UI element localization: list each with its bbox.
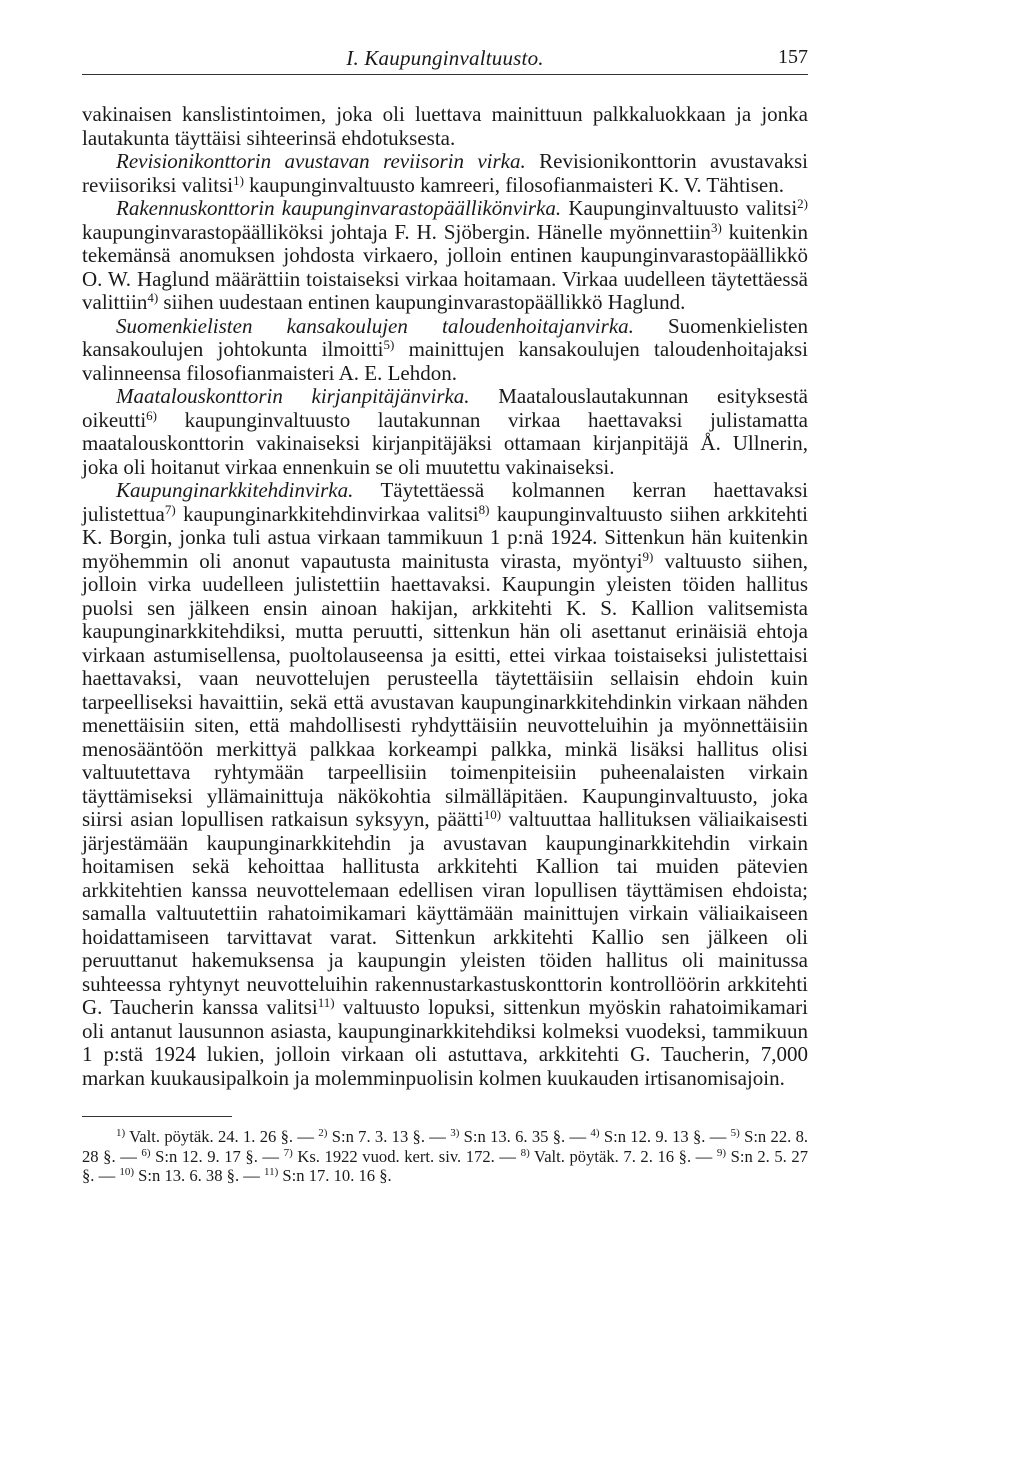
- paragraph: [82, 150, 808, 197]
- footnote-marker: 1): [116, 1127, 126, 1139]
- footnote-marker: 2): [318, 1127, 328, 1139]
- footnote-marker: 3): [450, 1127, 460, 1139]
- footnote-marker: 4): [147, 290, 159, 305]
- body-text: [82, 103, 808, 1090]
- text-run: kaupunginvarastopäälliköksi johtaja F. H. Sjöbergin. Hänelle myönnettiin: [82, 219, 711, 244]
- page-number: 157: [778, 46, 808, 68]
- section-heading: Suomenkielisten kansakoulujen taloudenhoitajanvirka.: [116, 313, 634, 338]
- footnote-marker: 11): [264, 1166, 279, 1178]
- text-run: S:n 7. 3. 13 §. —: [327, 1127, 451, 1146]
- footnote-marker: 10): [119, 1166, 135, 1178]
- text-run: S:n 22. 8. 28 §. —: [82, 1127, 809, 1166]
- section-heading: Rakennuskonttorin kaupunginvarastopäällikönvirka.: [116, 196, 562, 220]
- footnote-marker: 6): [141, 1146, 151, 1159]
- text-run: S:n 12. 9. 13 §. —: [599, 1127, 731, 1146]
- footnote-marker: 3): [710, 219, 722, 235]
- section-heading: Revisionikonttorin avustavan reviisorin virka.: [116, 149, 526, 173]
- text-run: kuitenkin tekemänsä anomuksen johdosta virkaero, jolloin entinen kaupunginvarastopäällikkö O. W. Haglund määrättiin toistaiseksi virkaa hoitamaan. Virkaa uudelleen täytettäessä valittiin: [82, 219, 808, 314]
- paragraph: [82, 479, 808, 1090]
- paragraph: [82, 385, 808, 479]
- text-run: S:n 13. 6. 38 §. —: [134, 1166, 265, 1185]
- footnote-marker: 8): [478, 501, 490, 517]
- text-run: Kaupunginvaltuusto valitsi: [561, 196, 798, 220]
- footnote-marker: 5): [730, 1127, 740, 1139]
- footnote-marker: 10): [483, 807, 502, 822]
- footnote-marker: 7): [164, 501, 176, 517]
- text-run: mainittujen kansakoulujen taloudenhoitajaksi valinneensa filosofianmaisteri A. E. Lehdon.: [82, 337, 808, 385]
- footnote-marker: 6): [146, 407, 158, 423]
- text-run: valtuusto lopuksi, sittenkun myöskin rahatoimikamari oli antanut lausunnon asiasta, kaupunginarkkitehdiksi kolmeksi vuodeksi, tammikuun 1 p:stä 1924 lukien, jolloin virkaan oli astuttava, arkkitehti G. Taucherin, 7,000 markan kuukausipalkoin ja molemminpuolisin kolmen kuukauden irtisanomisajoin.: [82, 995, 808, 1090]
- paragraph: [82, 197, 808, 315]
- footnote-marker: 11): [317, 995, 335, 1010]
- text-run: S:n 13. 6. 35 §. —: [459, 1127, 591, 1146]
- footnotes: [82, 1127, 808, 1186]
- text-run: Valt. pöytäk. 24. 1. 26 §. —: [125, 1127, 319, 1146]
- text-run: S:n 12. 9. 17 §. —: [150, 1146, 284, 1166]
- paragraph: [82, 103, 808, 150]
- footnote-marker: 8): [520, 1146, 530, 1159]
- text-run: kaupunginvaltuusto kamreeri, filosofianmaisteri K. V. Tähtisen.: [243, 172, 784, 197]
- section-heading: Kaupunginarkkitehdinvirka.: [116, 478, 354, 502]
- text-run: S:n 2. 5. 27 §. —: [82, 1146, 808, 1185]
- text-run: kaupunginvaltuusto lautakunnan virkaa haettavaksi julistamatta maatalouskonttorin vakinaiseksi kirjanpitäjäksi ottamaan kirjanpitäjä Å. Ullnerin, joka oli hoitanut virkaa ennenkuin se oli muutettu vakinaiseksi.: [82, 407, 808, 479]
- text-run: kaupunginarkkitehdinvirkaa valitsi: [175, 501, 479, 526]
- text-run: Valt. pöytäk. 7. 2. 16 §. —: [529, 1146, 717, 1166]
- footnote-marker: 5): [383, 337, 395, 352]
- footnote-marker: 7): [283, 1146, 293, 1159]
- running-head: [82, 40, 808, 75]
- text-run: Ks. 1922 vuod. kert. siv. 172. —: [292, 1146, 521, 1166]
- text-run: Revisionikonttorin avustavaksi reviisoriksi valitsi: [82, 149, 808, 197]
- text-run: valtuuttaa hallituksen väliaikaisesti järjestämään kaupunginarkkitehdin ja avustavan kaupunginarkkitehdin virkain hoitamisen sekä kehoittaa hallitusta arkkitehti Kallion tai muiden pätevien arkkitehtien kanssa neuvottelemaan edellisen viran lopullisen täyttämisen ehdoista; samalla valtuutettiin rahatoimikamari käyttämään mainittujen virkain väliaikaiseen hoidattamiseen tarvittavat varat. Sittenkun arkkitehti Kallio sen jälkeen oli peruuttanut hakemuksensa ja kaupungin yleisten töiden hallitus oli mainitussa suhteessa ryhtynyt neuvotteluihin rakennustarkastuskonttorin kontrollöörin arkkitehti G. Taucherin kanssa valitsi: [82, 807, 808, 1019]
- text-run: siihen uudestaan entinen kaupunginvarastopäällikkö Haglund.: [158, 290, 686, 314]
- text-run: S:n 17. 10. 16 §.: [278, 1166, 392, 1185]
- footnote-marker: 4): [590, 1127, 600, 1139]
- footnote-rule: [82, 1116, 232, 1117]
- text-run: Suomenkielisten kansakoulujen johtokunta ilmoitti: [82, 313, 808, 361]
- footnote-marker: 9): [716, 1146, 727, 1159]
- section-heading: Maatalouskonttorin kirjanpitäjänvirka.: [116, 384, 470, 408]
- text-run: Maatalouslautakunnan esityksestä oikeutti: [82, 384, 808, 432]
- text-run: vakinaisen kanslistintoimen, joka oli luettava mainittuun palkkaluokkaan ja jonka lautakunta täyttäisi sihteerinsä ehdotuksesta.: [82, 102, 808, 150]
- chapter-title: I. Kaupunginvaltuusto.: [346, 46, 544, 70]
- footnote-marker: 9): [642, 548, 654, 564]
- text-run: valtuusto siihen, jolloin virka uudelleen julistettiin haettavaksi. Kaupungin yleisten töiden hallitus puolsi sen jälkeen ensin ainoan hakijan, arkkitehti K. S. Kallion valitsemista kaupunginarkkitehdiksi, mutta peruutti, sittenkun hän oli asettanut erinäisiä ehtoja virkaan astumisellensa, puoltolauseensa ja esitti, ettei virkaa toistaiseksi julistettaisi haettavaksi, vaan neuvottelujen perusteella täytettäisiin sellaisin ehdoin kuin tarpeelliseksi havaittiin, sekä että avustavan kaupunginarkkitehdinkin virkaan nähden menettäisiin siten, että mahdollisesti ryhdyttäisiin neuvotteluihin ja myönnettäisiin menosääntöön merkittyä palkkaa korkeampi palkka, minkä lisäksi hallitus olisi valtuutettava ryhtymään tarpeellisiin toimenpiteisiin puheenalaisten virkain täyttämiseksi yllämainittuja näkökohtia silmälläpitäen. Kaupunginvaltuusto, joka siirsi asian lopullisen ratkaisun syksyyn, päätti: [82, 548, 808, 831]
- footnote-marker: 1): [233, 172, 244, 188]
- text-run: kaupunginvaltuusto siihen arkkitehti K. Borgin, jonka tuli astua virkaan tammikuun 1 p:nä 1924. Sittenkun hän kuitenkin myöhemmin oli anonut vapautusta mainitusta virasta, myöntyi: [82, 501, 808, 573]
- text-run: Täytettäessä kolmannen kerran haettavaksi julistettua: [82, 478, 808, 526]
- document-page: [82, 40, 808, 1186]
- footnote-marker: 2): [797, 196, 808, 211]
- paragraph: [82, 315, 808, 386]
